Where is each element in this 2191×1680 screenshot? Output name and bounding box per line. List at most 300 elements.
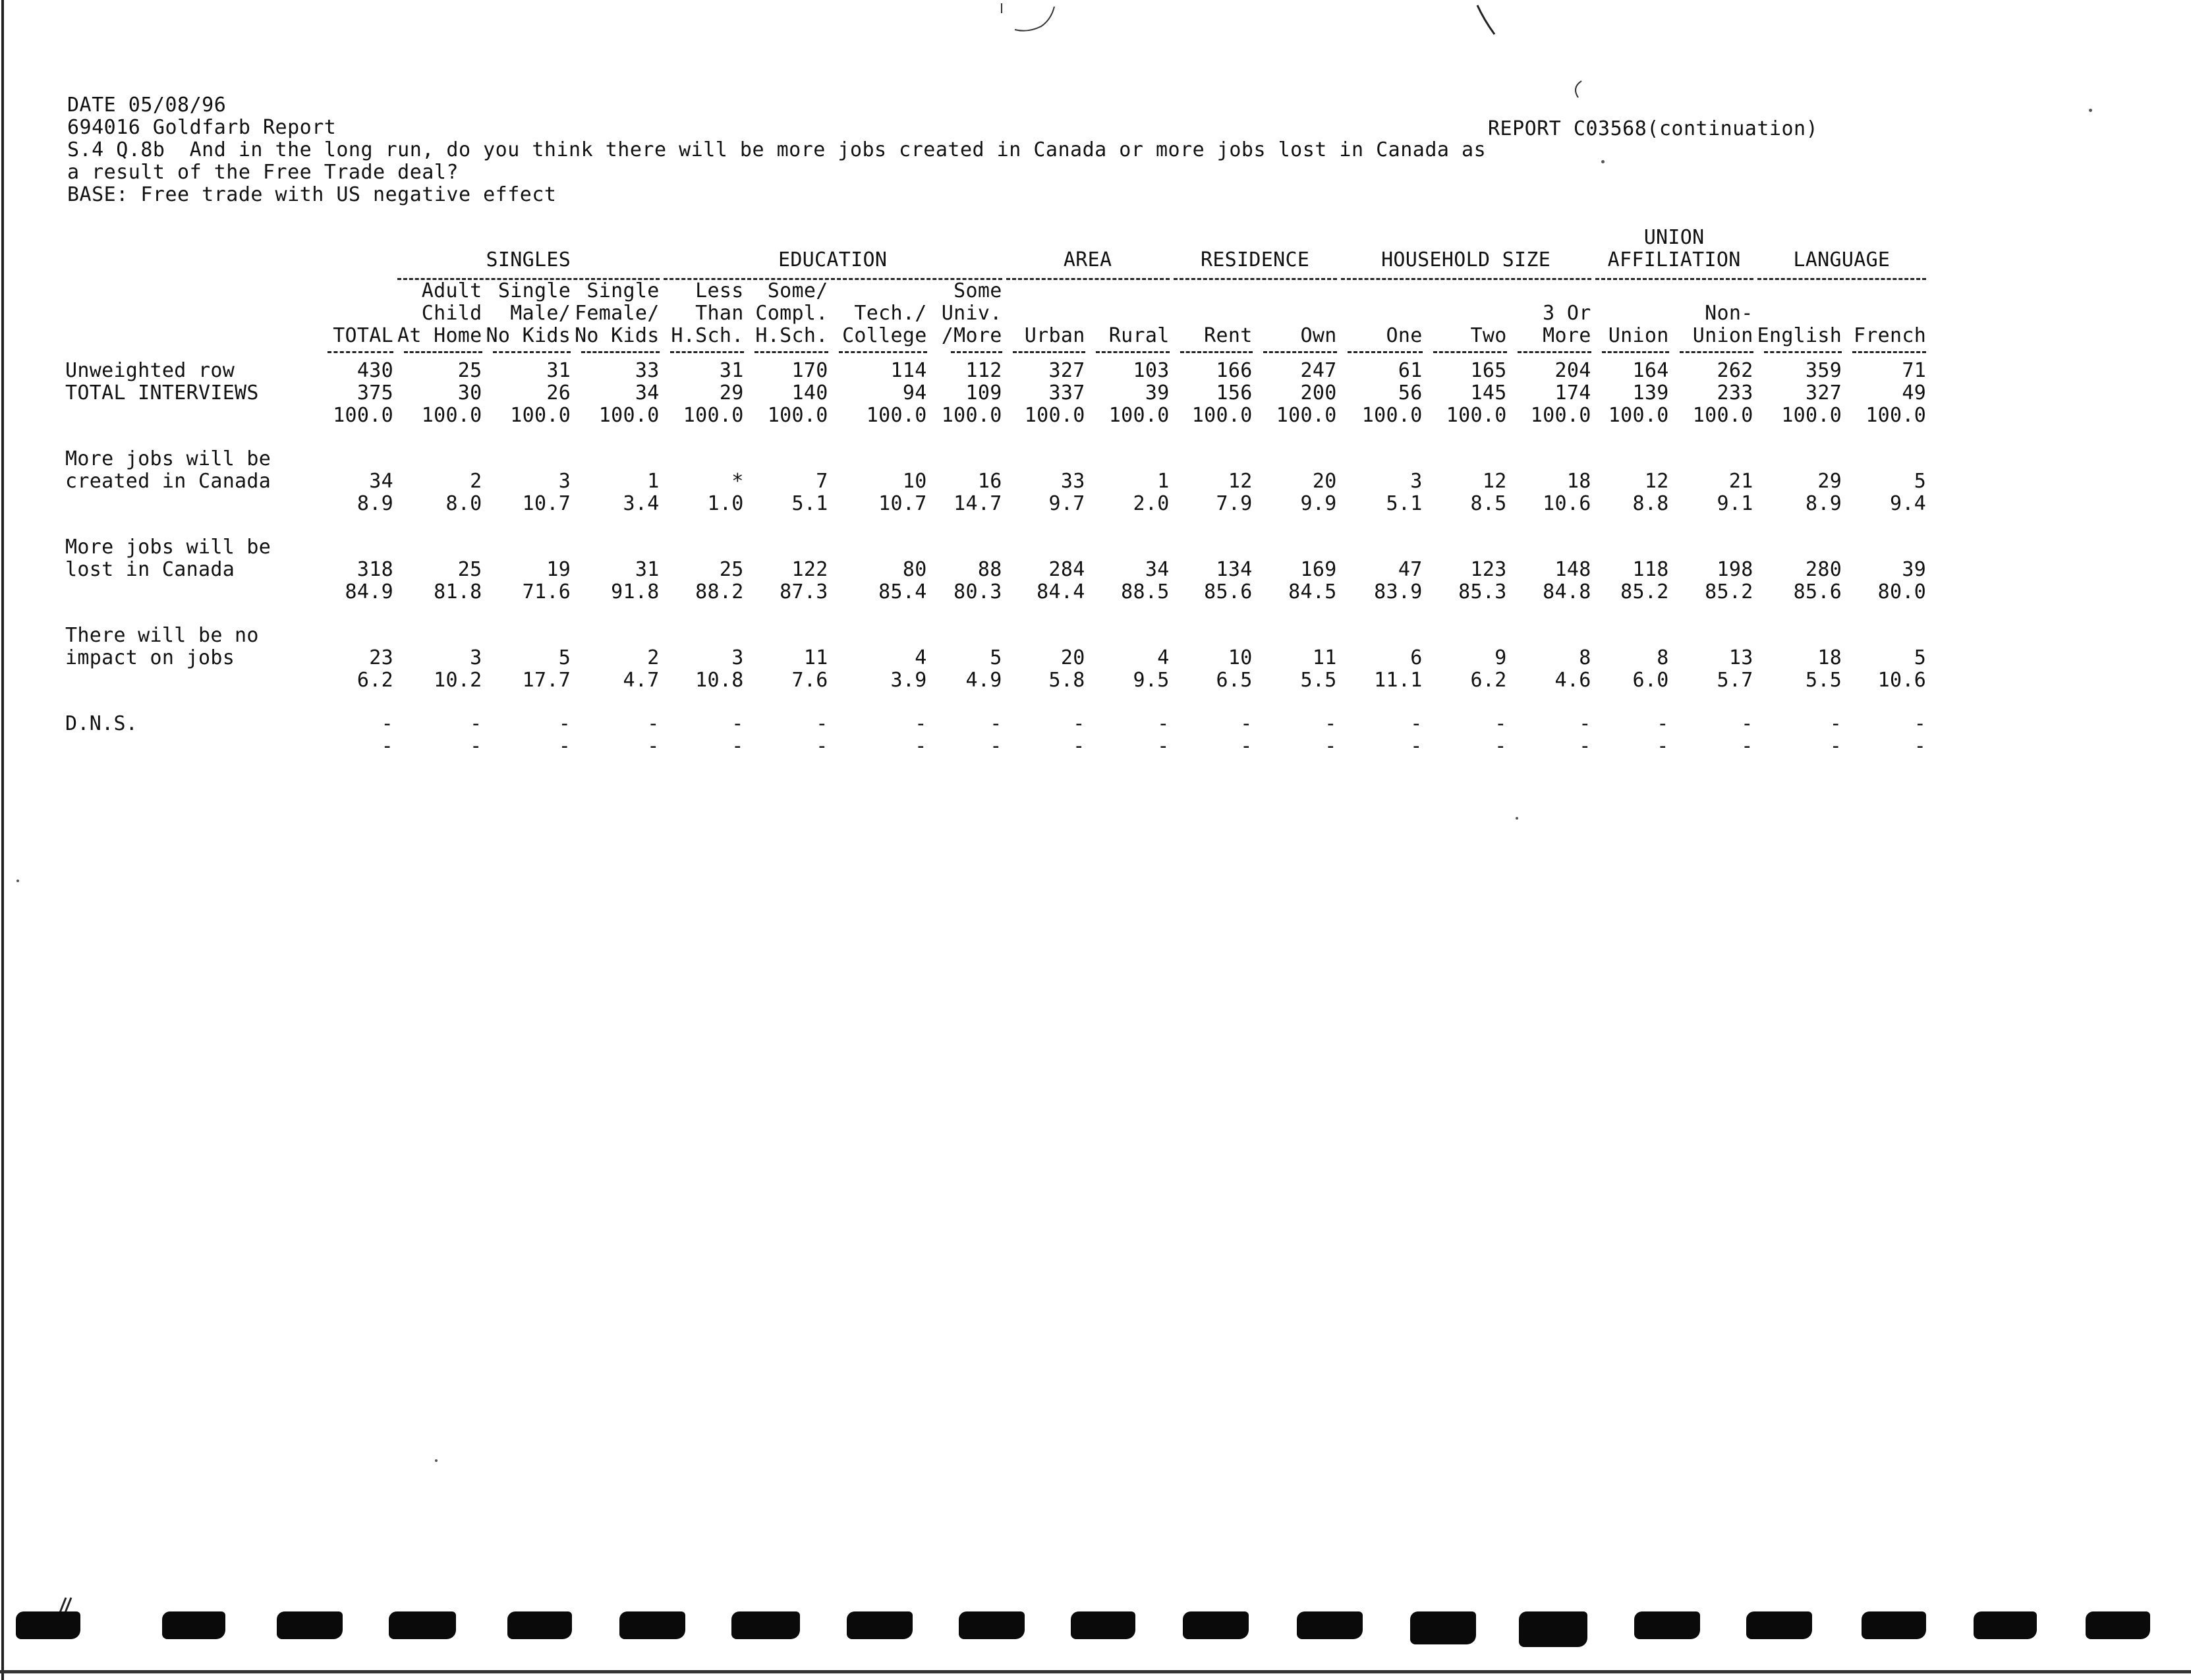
group-language-label: LANGUAGE [1793, 248, 1891, 271]
table-cell: 6.0 [1632, 669, 1669, 692]
table-cell: 4.9 [965, 669, 1002, 692]
table-cell: 25 [457, 359, 482, 382]
table-cell: 10.7 [522, 492, 571, 515]
table-cell: 7.9 [1216, 492, 1253, 515]
table-cell [395, 536, 484, 559]
table-cell [662, 536, 746, 559]
table-cell: 10 [1228, 646, 1253, 669]
column-header: Less Than H.Sch. [671, 279, 744, 347]
table-cell: 21 [1728, 470, 1753, 493]
table-cell: - [731, 735, 744, 758]
table-cell: 5 [1914, 470, 1927, 493]
row-label: More jobs will be [65, 447, 271, 470]
table-cell: 11 [803, 646, 828, 669]
table-cell: 134 [1216, 558, 1253, 581]
table-cell: 3.4 [623, 492, 660, 515]
group-singles [395, 227, 662, 280]
table-cell [1004, 448, 1087, 470]
table-cell [746, 625, 830, 647]
group-union [1593, 227, 1755, 280]
table-cell: 3.9 [890, 669, 927, 692]
table-cell: 29 [1817, 470, 1842, 493]
row-label [63, 581, 316, 603]
table-cell [1172, 448, 1255, 470]
table-cell: 145 [1470, 381, 1507, 405]
table-cell [1087, 536, 1172, 559]
column-underline [1180, 351, 1253, 353]
group-union-label-bottom: AFFILIATION [1607, 248, 1741, 271]
table-cell: 112 [965, 359, 1002, 382]
scan-mark [1469, 0, 1509, 40]
table-cell: 47 [1398, 558, 1423, 581]
table-cell: 164 [1632, 359, 1669, 382]
base-description: BASE: Free trade with US negative effect [67, 183, 557, 206]
table-cell [1425, 536, 1509, 559]
row-spacer [63, 692, 1928, 713]
table-cell: 233 [1717, 381, 1753, 405]
table-cell: 2 [470, 470, 482, 493]
table-cell: - [990, 712, 1002, 735]
table-cell [573, 448, 662, 470]
table-row [63, 470, 1928, 493]
table-row [63, 713, 1928, 735]
table-cell: 8.5 [1470, 492, 1507, 515]
table-cell: 375 [356, 381, 393, 405]
perforation-hole [277, 1611, 343, 1639]
table-cell: 3 [1410, 470, 1423, 493]
table-cell: 100.0 [510, 404, 571, 427]
table-cell: 14.7 [953, 492, 1002, 515]
table-cell [929, 536, 1004, 559]
table-cell: - [915, 735, 927, 758]
perforation-hole [16, 1611, 80, 1639]
table-cell: - [1657, 735, 1669, 758]
table-cell: - [1157, 735, 1170, 758]
table-cell: - [470, 735, 482, 758]
table-cell: 169 [1300, 558, 1337, 581]
table-cell: - [1073, 712, 1085, 735]
table-cell: - [1657, 712, 1669, 735]
table-cell [662, 448, 746, 470]
table-cell [830, 536, 929, 559]
table-cell [1255, 536, 1339, 559]
table-cell: 3 [558, 470, 571, 493]
table-cell: - [1324, 712, 1337, 735]
table-cell: 80.0 [1877, 580, 1927, 603]
table-cell: 3 [731, 646, 744, 669]
table-cell: 5.5 [1806, 669, 1842, 692]
column-underline [670, 351, 744, 353]
table-row [63, 536, 1928, 559]
row-label: More jobs will be [65, 536, 271, 559]
table-cell [484, 448, 573, 470]
table-cell: 13 [1728, 646, 1753, 669]
table-cell: 11.1 [1374, 669, 1423, 692]
table-cell: 6.2 [356, 669, 393, 692]
column-header: Single Female/ No Kids [575, 279, 660, 347]
table-cell: 284 [1048, 558, 1085, 581]
column-header: Rural [1108, 324, 1170, 347]
row-label: lost in Canada [65, 558, 235, 581]
perforation-hole [389, 1611, 456, 1639]
table-cell: 80.3 [953, 580, 1002, 603]
group-area-label: AREA [1063, 248, 1112, 271]
row-label [63, 735, 316, 758]
table-cell [1509, 536, 1593, 559]
table-cell [746, 448, 830, 470]
column-header: Urban [1024, 324, 1085, 347]
column-underline [1680, 351, 1753, 353]
table-cell: 4 [1157, 646, 1170, 669]
table-cell: 100.0 [1865, 404, 1927, 427]
table-cell [1339, 536, 1425, 559]
table-cell: 5.7 [1717, 669, 1753, 692]
column-header: English [1757, 324, 1842, 347]
table-cell: 100.0 [1692, 404, 1753, 427]
table-cell: 174 [1554, 381, 1591, 405]
table-row [63, 647, 1928, 669]
table-cell: - [1494, 735, 1507, 758]
column-header-row [63, 280, 1928, 347]
table-cell: 100.0 [1446, 404, 1507, 427]
table-cell: - [1410, 712, 1423, 735]
column-underline [327, 351, 393, 353]
report-date: DATE 05/08/96 [67, 94, 227, 117]
perforation-hole [1862, 1611, 1926, 1639]
row-label [63, 669, 316, 692]
table-cell: 327 [1806, 381, 1842, 405]
table-cell: 84.9 [345, 580, 393, 603]
perforation-hole [1410, 1611, 1476, 1644]
table-cell [316, 625, 395, 647]
scan-speck [1516, 817, 1518, 820]
table-row [63, 669, 1928, 692]
table-cell: 100.0 [1276, 404, 1337, 427]
table-cell: - [1741, 735, 1753, 758]
table-cell [1671, 448, 1755, 470]
table-cell [484, 625, 573, 647]
table-cell: 12 [1228, 470, 1253, 493]
table-cell [1844, 448, 1928, 470]
table-cell: 122 [791, 558, 828, 581]
table-cell: 100.0 [1191, 404, 1253, 427]
page-bottom-edge [0, 1670, 2191, 1673]
table-cell: 9.4 [1890, 492, 1927, 515]
column-underline [1518, 351, 1591, 353]
table-cell: - [647, 712, 660, 735]
table-cell: 200 [1300, 381, 1337, 405]
table-cell [1004, 536, 1087, 559]
table-cell: 118 [1632, 558, 1669, 581]
table-cell: 85.3 [1458, 580, 1507, 603]
table-cell: - [558, 712, 571, 735]
table-cell: - [1324, 735, 1337, 758]
column-header: TOTAL [333, 324, 393, 347]
table-cell: 1 [647, 470, 660, 493]
column-underline [1263, 351, 1337, 353]
table-cell: 280 [1806, 558, 1842, 581]
table-cell: 61 [1398, 359, 1423, 382]
column-header: Rent [1204, 324, 1253, 347]
table-cell [1844, 625, 1928, 647]
table-cell: 94 [902, 381, 927, 405]
table-cell: 85.2 [1620, 580, 1669, 603]
row-label: There will be no [65, 624, 259, 647]
table-cell: 10.8 [695, 669, 744, 692]
table-cell [1755, 448, 1844, 470]
column-header: Non- Union [1692, 302, 1753, 347]
column-header: 3 Or More [1543, 302, 1591, 347]
table-cell [662, 625, 746, 647]
table-cell: 88.2 [695, 580, 744, 603]
column-header: Two [1470, 324, 1507, 347]
table-cell: 430 [356, 359, 393, 382]
table-cell: 20 [1060, 646, 1085, 669]
table-cell: 8.8 [1632, 492, 1669, 515]
table-cell: 262 [1717, 359, 1753, 382]
table-cell: 9 [1494, 646, 1507, 669]
column-underline [1433, 351, 1507, 353]
row-label: TOTAL INTERVIEWS [65, 381, 259, 405]
table-cell [1755, 536, 1844, 559]
scan-speck [2089, 109, 2092, 112]
column-header: Some Univ. /More [941, 279, 1002, 347]
table-cell [1004, 625, 1087, 647]
table-cell: 10.7 [878, 492, 927, 515]
column-underline [581, 351, 660, 353]
table-cell: 359 [1806, 359, 1842, 382]
table-cell: 4.7 [623, 669, 660, 692]
table-cell: 87.3 [780, 580, 828, 603]
table-cell: 9.7 [1048, 492, 1085, 515]
table-cell: 30 [457, 381, 482, 405]
table-cell: 18 [1566, 470, 1591, 493]
table-cell [1172, 536, 1255, 559]
table-row [63, 405, 1928, 427]
table-cell: 100.0 [598, 404, 660, 427]
table-cell: - [915, 712, 927, 735]
table-cell: 4 [915, 646, 927, 669]
column-underline [1852, 351, 1926, 353]
table-cell: - [1914, 712, 1927, 735]
table-cell: 11 [1312, 646, 1337, 669]
column-underline [1602, 351, 1669, 353]
table-cell: 71 [1902, 359, 1927, 382]
table-cell: - [1073, 735, 1085, 758]
perforation-hole [1297, 1611, 1363, 1639]
table-cell: 8 [1657, 646, 1669, 669]
column-header: Own [1300, 324, 1337, 347]
column-underline [493, 351, 571, 353]
table-cell: 12 [1482, 470, 1507, 493]
column-header: French [1853, 324, 1927, 347]
group-residence [1172, 227, 1339, 280]
table-cell: 100.0 [333, 404, 393, 427]
table-cell: 10.2 [434, 669, 482, 692]
table-cell [1255, 625, 1339, 647]
table-cell: 31 [546, 359, 571, 382]
table-cell [1425, 448, 1509, 470]
table-cell: 17.7 [522, 669, 571, 692]
perforation-hole [162, 1611, 225, 1639]
table-cell: - [1579, 735, 1591, 758]
table-cell: - [647, 735, 660, 758]
table-cell: 20 [1312, 470, 1337, 493]
scan-speck [16, 880, 19, 882]
column-header: Some/ Compl. H.Sch. [755, 279, 828, 347]
table-cell: 8.0 [445, 492, 482, 515]
table-cell: 10 [902, 470, 927, 493]
table-cell: 1 [1157, 470, 1170, 493]
column-underline [839, 351, 927, 353]
table-cell: 49 [1902, 381, 1927, 405]
table-cell [830, 448, 929, 470]
scan-speck [435, 1459, 438, 1462]
table-cell: 5.1 [791, 492, 828, 515]
table-row [63, 735, 1928, 758]
table-cell [1593, 625, 1671, 647]
row-label [63, 493, 316, 515]
table-cell [1844, 536, 1928, 559]
table-cell: - [1829, 735, 1842, 758]
table-row [63, 360, 1928, 382]
table-cell: 12 [1644, 470, 1669, 493]
table-cell: 85.4 [878, 580, 927, 603]
column-header: One [1386, 324, 1423, 347]
table-cell: 166 [1216, 359, 1253, 382]
row-spacer [63, 515, 1928, 536]
table-cell [1339, 448, 1425, 470]
table-row [63, 382, 1928, 405]
table-cell: - [990, 735, 1002, 758]
row-label: D.N.S. [65, 712, 138, 735]
table-cell: 1.0 [707, 492, 744, 515]
table-cell: 7 [816, 470, 828, 493]
table-cell: 5 [990, 646, 1002, 669]
table-cell: 85.6 [1204, 580, 1253, 603]
table-cell: 6 [1410, 646, 1423, 669]
table-cell: 26 [546, 381, 571, 405]
table-cell: 100.0 [1781, 404, 1842, 427]
table-cell: 100.0 [1608, 404, 1669, 427]
column-header: Union [1608, 324, 1669, 347]
table-cell [395, 625, 484, 647]
group-header-row [63, 227, 1928, 280]
table-cell [746, 536, 830, 559]
table-cell: - [1579, 712, 1591, 735]
table-cell: - [731, 712, 744, 735]
perforation-hole [1519, 1611, 1587, 1647]
table-cell [1172, 625, 1255, 647]
table-cell: 7.6 [791, 669, 828, 692]
table-cell: - [1829, 712, 1842, 735]
group-union-label-top: UNION [1643, 226, 1705, 249]
table-cell: - [816, 712, 828, 735]
scan-mark [1562, 78, 1608, 117]
perforation-hole [2086, 1611, 2150, 1639]
table-cell: 6.2 [1470, 669, 1507, 692]
table-cell: - [470, 712, 482, 735]
group-language [1755, 227, 1929, 280]
table-cell: 34 [635, 381, 660, 405]
table-cell: 91.8 [611, 580, 660, 603]
table-cell: 23 [369, 646, 393, 669]
table-cell: 123 [1470, 558, 1507, 581]
table-cell: 100.0 [1530, 404, 1591, 427]
table-cell: 9.5 [1133, 669, 1170, 692]
table-cell: - [1240, 735, 1253, 758]
column-header: Tech./ College [842, 302, 927, 347]
table-cell: - [816, 735, 828, 758]
table-cell: 8.9 [1806, 492, 1842, 515]
column-underline [1764, 351, 1842, 353]
table-cell: 39 [1145, 381, 1170, 405]
perforation-hole [1183, 1611, 1249, 1639]
table-cell: 139 [1632, 381, 1669, 405]
group-education-label: EDUCATION [778, 248, 888, 271]
crosstab-table [63, 227, 1928, 758]
perforation-hole [1974, 1611, 2037, 1639]
perforation-hole [619, 1611, 685, 1639]
column-underline [754, 351, 828, 353]
table-cell [1671, 536, 1755, 559]
table-cell: 83.9 [1374, 580, 1423, 603]
table-cell [830, 625, 929, 647]
table-cell: 2 [647, 646, 660, 669]
perforation-hole [959, 1611, 1025, 1639]
row-label: created in Canada [65, 470, 271, 493]
perforation-hole [1746, 1611, 1812, 1639]
table-cell: 337 [1048, 381, 1085, 405]
table-cell: 5.5 [1300, 669, 1337, 692]
table-row [63, 559, 1928, 581]
table-cell: 100.0 [767, 404, 828, 427]
table-row [63, 448, 1928, 470]
table-cell: - [1240, 712, 1253, 735]
table-cell: 10.6 [1543, 492, 1591, 515]
table-cell [929, 625, 1004, 647]
table-cell: 5 [1914, 646, 1927, 669]
group-residence-label: RESIDENCE [1200, 248, 1310, 271]
table-row [63, 625, 1928, 647]
table-cell: 18 [1817, 646, 1842, 669]
table-cell: 148 [1554, 558, 1591, 581]
table-cell: 19 [546, 558, 571, 581]
perforation-hole [847, 1611, 913, 1639]
table-cell [1255, 448, 1339, 470]
table-cell [484, 536, 573, 559]
table-row [63, 493, 1928, 515]
perforation-hole [507, 1611, 572, 1639]
table-cell [929, 448, 1004, 470]
table-cell: 2.0 [1133, 492, 1170, 515]
question-line-2: a result of the Free Trade deal? [67, 161, 459, 184]
table-cell [1087, 625, 1172, 647]
table-cell: - [1494, 712, 1507, 735]
scan-mark [988, 0, 1120, 40]
row-spacer [63, 427, 1928, 448]
column-rule-row [63, 347, 1928, 360]
table-cell: 81.8 [434, 580, 482, 603]
table-cell: 5.8 [1048, 669, 1085, 692]
table-cell: 9.9 [1300, 492, 1337, 515]
table-cell: 85.6 [1793, 580, 1842, 603]
row-spacer [63, 603, 1928, 625]
table-cell: 4.6 [1554, 669, 1591, 692]
table-cell: 34 [1145, 558, 1170, 581]
table-cell: 34 [369, 470, 393, 493]
column-underline [951, 351, 1002, 353]
